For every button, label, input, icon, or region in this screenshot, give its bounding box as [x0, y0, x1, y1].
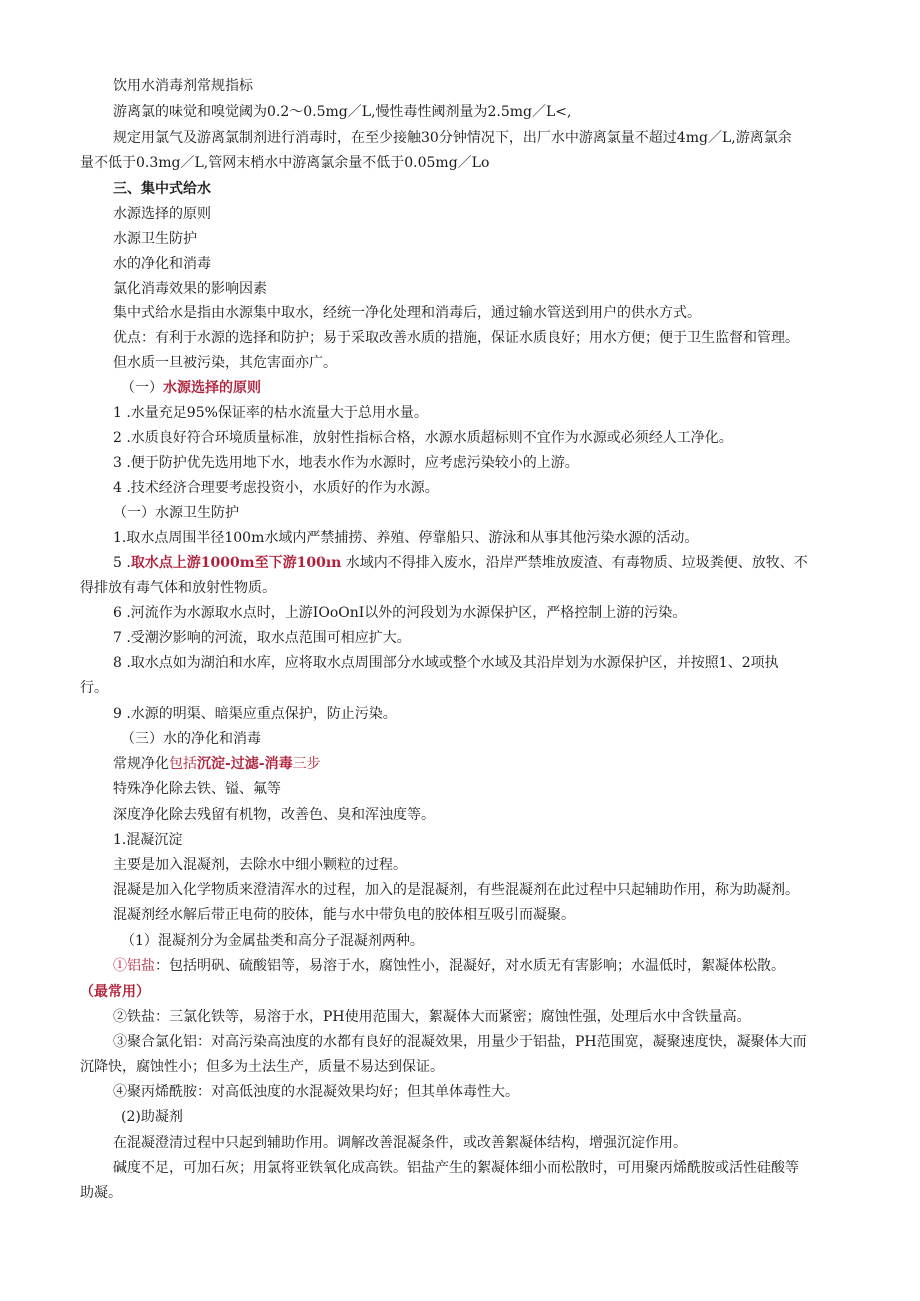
list-text: 水域内不得排入废水，沿岸严禁堆放废渣、有毒物质、垃圾粪便、放牧、不	[341, 555, 808, 571]
text-line	[113, 956, 920, 976]
highlight-text: 包括	[169, 756, 197, 772]
text-line: ②铁盐：三氯化铁等，易溶于水，PH使用范围大，絮凝体大而紧密；腐蚀性强，处理后水中含铁量高。	[113, 1009, 751, 1025]
subheading-prefix: （一）	[121, 380, 163, 396]
subheading-line: (2)助凝剂	[121, 1109, 183, 1125]
text-line: 特殊净化除去铁、镒、氟等	[113, 781, 281, 797]
text-line: 量不低于0.3mg／L,管网末梢水中游离氯余量不低于0.05mg／Lo	[80, 155, 490, 171]
list-number: 5 .	[113, 555, 131, 571]
highlight-text: 取水点上游1000m至下游100ın	[130, 555, 342, 571]
text-line: 得排放有毒气体和放射性物质。	[80, 580, 276, 596]
list-item	[113, 553, 920, 573]
text-line: 碱度不足，可加石灰；用氯将亚铁氧化成高铁。铝盐产生的絮凝体细小而松散时，可用聚丙烯酰胺或活性硅酸等	[113, 1160, 799, 1176]
list-item: 3 .便于防护优先选用地下水，地表水作为水源时，应考虑污染较小的上游。	[113, 455, 579, 471]
text-line	[113, 754, 920, 774]
subheading-line: （一）水源卫生防护	[113, 505, 239, 521]
text-line: 在混凝澄清过程中只起到辅助作用。调解改善混凝条件，或改善絮凝体结构，增强沉淀作用。	[113, 1135, 687, 1151]
list-item: 4 .技术经济合理要考虑投资小，水质好的作为水源。	[113, 480, 439, 496]
text-line: 游离氯的味觉和嗅觉阈为0.2～0.5mg／L,慢性毒性阈剂量为2.5mg／L<,	[113, 104, 572, 120]
subheading-line: （三）水的净化和消毒	[121, 731, 261, 747]
list-item: 6 .河流作为水源取水点时，上游IOoOnI以外的河段划为水源保护区，严格控制上游的污染。	[113, 605, 687, 621]
text-line: ③聚合氯化铝：对高污染高浊度的水都有良好的混凝效果，用量少于铝盐，PH范围宽，凝聚速度快，凝聚体大而	[113, 1034, 807, 1050]
highlight-text-bold: 沉淀-过滤-消毒	[197, 756, 293, 772]
text-part: 常规净化	[113, 756, 169, 772]
list-item: 7 .受潮汐影响的河流，取水点范围可相应扩大。	[113, 630, 411, 646]
text-line: 1.混凝沉淀	[113, 832, 183, 848]
text-line: 沉降快，腐蚀性小；但多为土法生产，质量不易达到保证。	[80, 1059, 444, 1075]
text-line: 主要是加入混凝剂，去除水中细小颗粒的过程。	[113, 857, 407, 873]
text-line: 饮用水消毒剂常规指标	[113, 78, 253, 94]
subheading-line: （1）混凝剂分为金属盐类和高分子混凝剂两种。	[121, 933, 424, 949]
list-item: 9 .水源的明渠、暗渠应重点保护，防止污染。	[113, 706, 397, 722]
subheading-title: 水源选择的原则	[163, 380, 261, 396]
subheading-line	[121, 378, 920, 398]
text-line: 水源选择的原则	[113, 206, 211, 222]
highlight-text: ①铝盐	[113, 958, 155, 974]
list-item: 1 .水量充足95%保证率的枯水流量大于总用水量。	[113, 405, 428, 421]
section-heading: 三、集中式给水	[113, 181, 211, 197]
text-line: 规定用氯气及游离氯制剂进行消毒时，在至少接触30分钟情况下，出厂水中游离氯量不超过4mg／L,游离氯余	[113, 130, 792, 146]
text-line: 行。	[80, 680, 108, 696]
text-line: 深度净化除去残留有机物，改善色、臭和浑浊度等。	[113, 807, 435, 823]
text-line: 混凝剂经水解后带正电荷的胶体，能与水中带负电的胶体相互吸引而凝聚。	[113, 907, 575, 923]
text-line: 水的净化和消毒	[113, 256, 211, 272]
text-line: 水源卫生防护	[113, 231, 197, 247]
text-line: 集中式给水是指由水源集中取水，经统一净化处理和消毒后，通过输水管送到用户的供水方式。	[113, 305, 701, 321]
text-line: ④聚丙烯酰胺：对高低浊度的水混凝效果均好；但其单体毒性大。	[113, 1084, 519, 1100]
text-line: 但水质一旦被污染，其危害面亦广。	[113, 355, 337, 371]
list-item: 8 .取水点如为湖泊和水库，应将取水点周围部分水域或整个水域及其沿岸划为水源保护区，并按照1、2项执	[113, 655, 779, 671]
highlight-text: 三步	[292, 756, 321, 772]
list-item: 2 .水质良好符合环境质量标准，放射性指标合格，水源水质超标则不宜作为水源或必须经人工净化。	[113, 430, 733, 446]
highlight-text: （最常用）	[80, 984, 150, 1000]
list-item: 1.取水点周围半径100m水域内严禁捕捞、养殖、停靠船只、游泳和从事其他污染水源的活动。	[113, 530, 699, 546]
text-part: ：包括明矾、硫酸铝等，易溶于水，腐蚀性小，混凝好，对水质无有害影响；水温低时，絮凝体松散。	[155, 958, 785, 974]
text-line: 优点：有利于水源的选择和防护；易于采取改善水质的措施，保证水质良好；用水方便；便于卫生监督和管理。	[113, 330, 799, 346]
text-line: 助凝。	[80, 1185, 122, 1201]
text-line: 氯化消毒效果的影响因素	[113, 281, 267, 297]
text-line: 混凝是加入化学物质来澄清浑水的过程，加入的是混凝剂，有些混凝剂在此过程中只起辅助作用，称为助凝剂。	[113, 882, 799, 898]
